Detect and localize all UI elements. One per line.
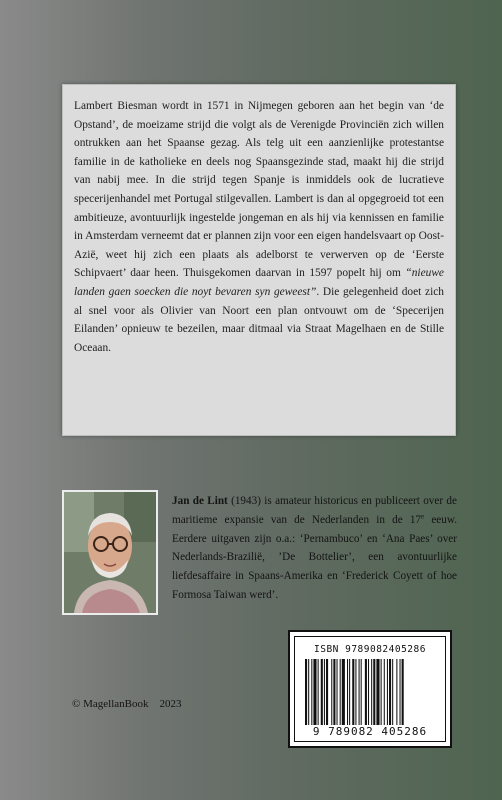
isbn-label: ISBN 9789082405286 [314,644,426,655]
blurb-text-2: . Die gelegenheid doet zich al snel voor als Olivier van Noort een plan ontvouwt om de ‘Specerijen Eilanden’ opnieuw te bezeilen, maar ditmaal via Straat Magelhaen en de Stille Oceaan. [74,285,445,354]
barcode-box [288,630,452,748]
blurb-quote: “nieuwe landen gaen soecken die noyt bevaren syn geweest” [74,267,444,298]
author-portrait-image [64,492,156,613]
author-photo [62,490,158,615]
isbn-digits: 9 789082 405286 [312,725,428,738]
author-bio-text-1: (1943) is amateur historicus en publiceert over de maritieme expansie van de Nederlanden in de 17 [172,495,457,526]
blurb-text-1: Lambert Biesman wordt in 1571 in Nijmegen geboren aan het begin van ‘de Opstand’, de moeizame strijd die volgt als de Verenigde Provinciën zich willen ontrukken aan het Spaanse gezag. Als telg uit een aanzienlijke protestantse familie in de katholieke en deels nog Spaansgezinde stad, maakt hij die strijd van nabij mee. In die strijd tegen Spanje is inmiddels ook de lucratieve specerijenhandel met Portugal stilgevallen. Lambert is dan al opgegroeid tot een ambitieuze, avontuurlijk ingestelde jongeman en als hij via kennissen en familie in Amsterdam verneemt dat er plannen zijn voor een eigen handelsvaart op Oost-Azië, weet hij zich een plaats als adelborst te verwerven op de ‘Eerste Schipvaert’ daar heen. Thuisgekomen daarvan in 1597 popelt hij om [74,100,444,280]
author-name: Jan de Lint [172,495,228,507]
author-bio-text-2: eeuw. Eerdere uitgaven zijn o.a.: ‘Pernambuco’ en ‘Ana Paes’ over Nederlands-Brazilië, ’De Bottelier’, een avontuurlijke liefdesaffaire in Spaans-Amerika en ‘Frederick Coyett of hoe Formosa Taiwan werd’. [172,513,457,601]
back-cover-blurb [62,84,456,436]
copyright-line: © MagellanBook 2023 [72,698,182,710]
author-bio-superscript: e [421,512,425,521]
author-bio [172,492,457,605]
barcode-bars [303,659,443,725]
barcode-frame [294,636,446,742]
